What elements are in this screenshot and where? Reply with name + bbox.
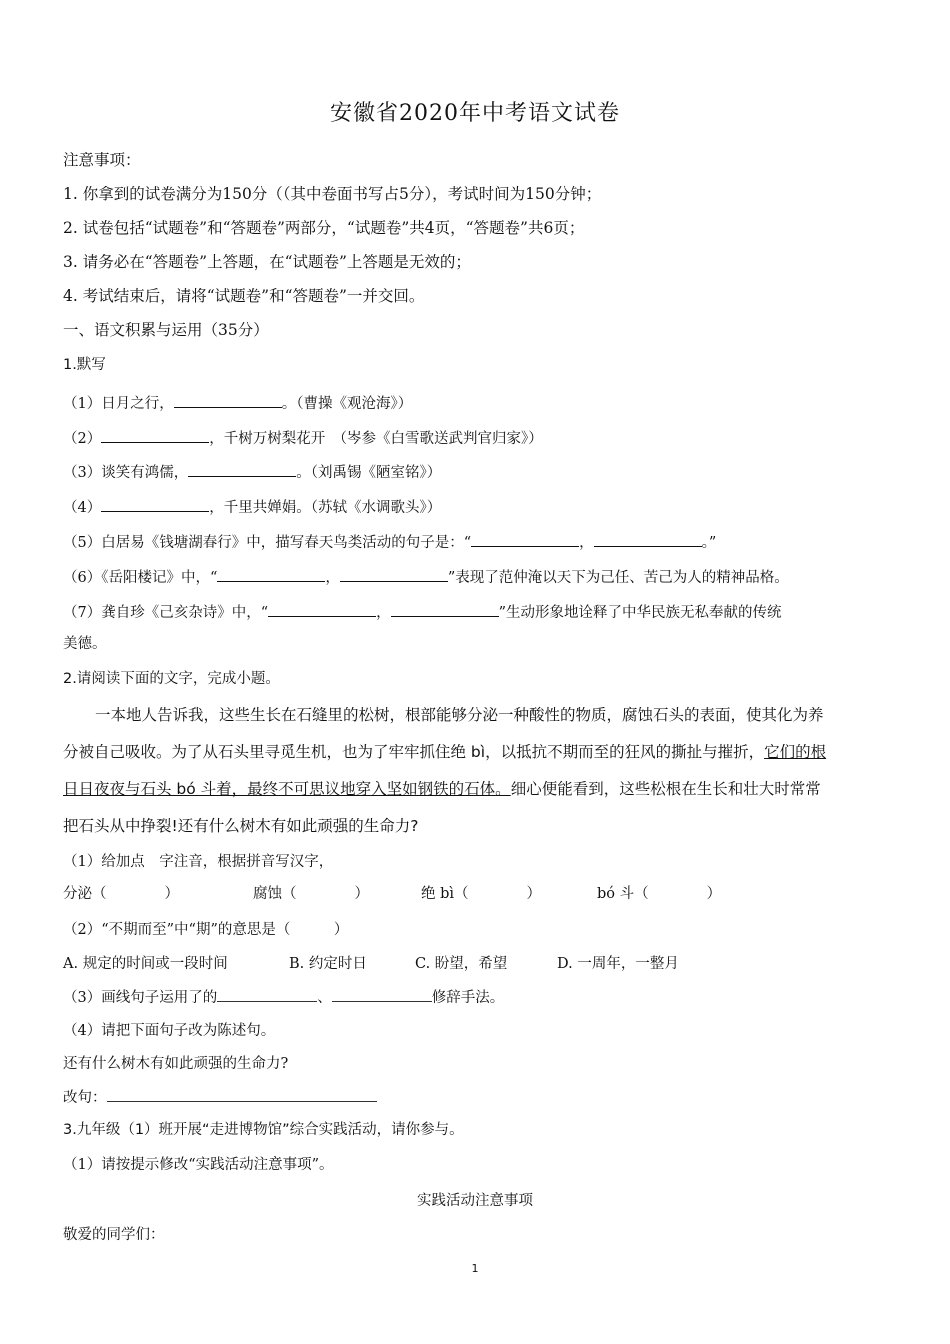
answer-blank[interactable] xyxy=(107,1087,377,1102)
q1-item-6: （6）《岳阳楼记》中，“ ， ”表现了范仲淹以天下为己任、苦己为人的精神品格。 xyxy=(63,564,789,588)
option-b[interactable]: B. 约定时日 xyxy=(289,956,367,972)
pinyin-item: 分泌（ ） xyxy=(63,886,179,902)
passage-line-3: 日日夜夜与石头 bó 斗着，最终不可思议地穿入坚如钢铁的石体。细心便能看到，这些松根在生长和壮大时常常 xyxy=(63,780,821,798)
answer-blank[interactable] xyxy=(174,390,282,408)
pinyin-item: bó 斗（ ） xyxy=(597,886,722,902)
notice-item-3: 3. 请务必在“答题卷”上答题，在“试题卷”上答题是无效的； xyxy=(63,253,471,271)
options-row xyxy=(63,954,679,974)
section-heading: 一、语文积累与运用（35分） xyxy=(63,321,269,339)
q1-item-3: （3）谈笑有鸿儒， 。（刘禹锡《陋室铭》） xyxy=(63,459,441,483)
answer-blank[interactable] xyxy=(268,599,376,617)
page-number: 1 xyxy=(471,1262,479,1275)
q2-label: 2.请阅读下面的文字，完成小题。 xyxy=(63,671,280,687)
q2-sub-4-question: 还有什么树木有如此顽强的生命力? xyxy=(63,1056,289,1072)
answer-blank[interactable] xyxy=(101,494,209,512)
notice-heading: 注意事项： xyxy=(63,151,141,169)
answer-blank[interactable] xyxy=(471,529,579,547)
q1-item-1: （1）日月之行， 。（曹操《观沧海》） xyxy=(63,390,412,414)
option-a[interactable]: A. 规定的时间或一段时间 xyxy=(63,956,228,972)
q2-sub-4: （4）请把下面句子改为陈述句。 xyxy=(63,1023,276,1039)
option-d[interactable]: D. 一周年，一整月 xyxy=(557,956,679,972)
answer-blank[interactable] xyxy=(391,599,499,617)
q3-label: 3.九年级（1）班开展“走进博物馆”综合实践活动，请你参与。 xyxy=(63,1122,464,1138)
passage-line-4: 把石头从中挣裂!还有什么树木有如此顽强的生命力? xyxy=(63,817,419,835)
pinyin-item: 腐蚀（ ） xyxy=(253,886,369,902)
notice-item-1: 1. 你拿到的试卷满分为150分（（其中卷面书写占5分），考试时间为150分钟； xyxy=(63,185,602,203)
exam-title: 安徽省2020年中考语文试卷 xyxy=(330,101,620,126)
q2-sub-1: （1）给加点 字注音，根据拼音写汉字， xyxy=(63,854,334,870)
answer-blank[interactable] xyxy=(101,425,209,443)
passage-line-2: 分被自己吸收。为了从石头里寻觅生机，也为了牢牢抓住绝 bì，以抵抗不期而至的狂风的撕扯与摧折，它们的根 xyxy=(63,743,827,761)
q3-sub-1: （1）请按提示修改“实践活动注意事项”。 xyxy=(63,1157,334,1173)
q2-sub-3: （3）画线句子运用了的 、 修辞手法。 xyxy=(63,987,504,1008)
notice-item-2: 2. 试卷包括“试题卷”和“答题卷”两部分，“试题卷”共4页，“答题卷”共6页； xyxy=(63,219,585,237)
q1-item-2: （2） ，千树万树梨花开 （岑参《白雪歌送武判官归家》） xyxy=(63,425,543,449)
answer-blank[interactable] xyxy=(340,564,448,582)
q1-item-5: （5）白居易《钱塘湖春行》中，描写春天鸟类活动的句子是：“ ， 。” xyxy=(63,529,716,553)
answer-blank[interactable] xyxy=(332,987,432,1002)
answer-blank[interactable] xyxy=(188,459,296,477)
pinyin-row xyxy=(63,884,721,904)
q1-item-4: （4） ，千里共婵娟。（苏轼《水调歌头》） xyxy=(63,494,441,518)
q2-sub-4-answer: 改句： xyxy=(63,1087,377,1108)
q1-item-7: （7）龚自珍《己亥杂诗》中，“ ， ”生动形象地诠释了中华民族无私奉献的传统 xyxy=(63,599,782,623)
greeting: 敬爱的同学们： xyxy=(63,1227,165,1243)
passage-line-1: 一本地人告诉我，这些生长在石缝里的松树，根部能够分泌一种酸性的物质，腐蚀石头的表面，使其化为养 xyxy=(95,706,824,724)
q1-item-7-cont: 美德。 xyxy=(63,636,107,652)
answer-blank[interactable] xyxy=(217,987,317,1002)
option-c[interactable]: C. 盼望，希望 xyxy=(415,956,508,972)
pinyin-item: 绝 bì（ ） xyxy=(421,886,542,902)
activity-title: 实践活动注意事项 xyxy=(417,1193,533,1209)
q2-sub-2: （2）“不期而至”中“期”的意思是（ ） xyxy=(63,922,349,938)
answer-blank[interactable] xyxy=(217,564,325,582)
answer-blank[interactable] xyxy=(594,529,702,547)
notice-item-4: 4. 考试结束后，请将“试题卷”和“答题卷”一并交回。 xyxy=(63,287,425,305)
q1-label: 1.默写 xyxy=(63,357,106,373)
